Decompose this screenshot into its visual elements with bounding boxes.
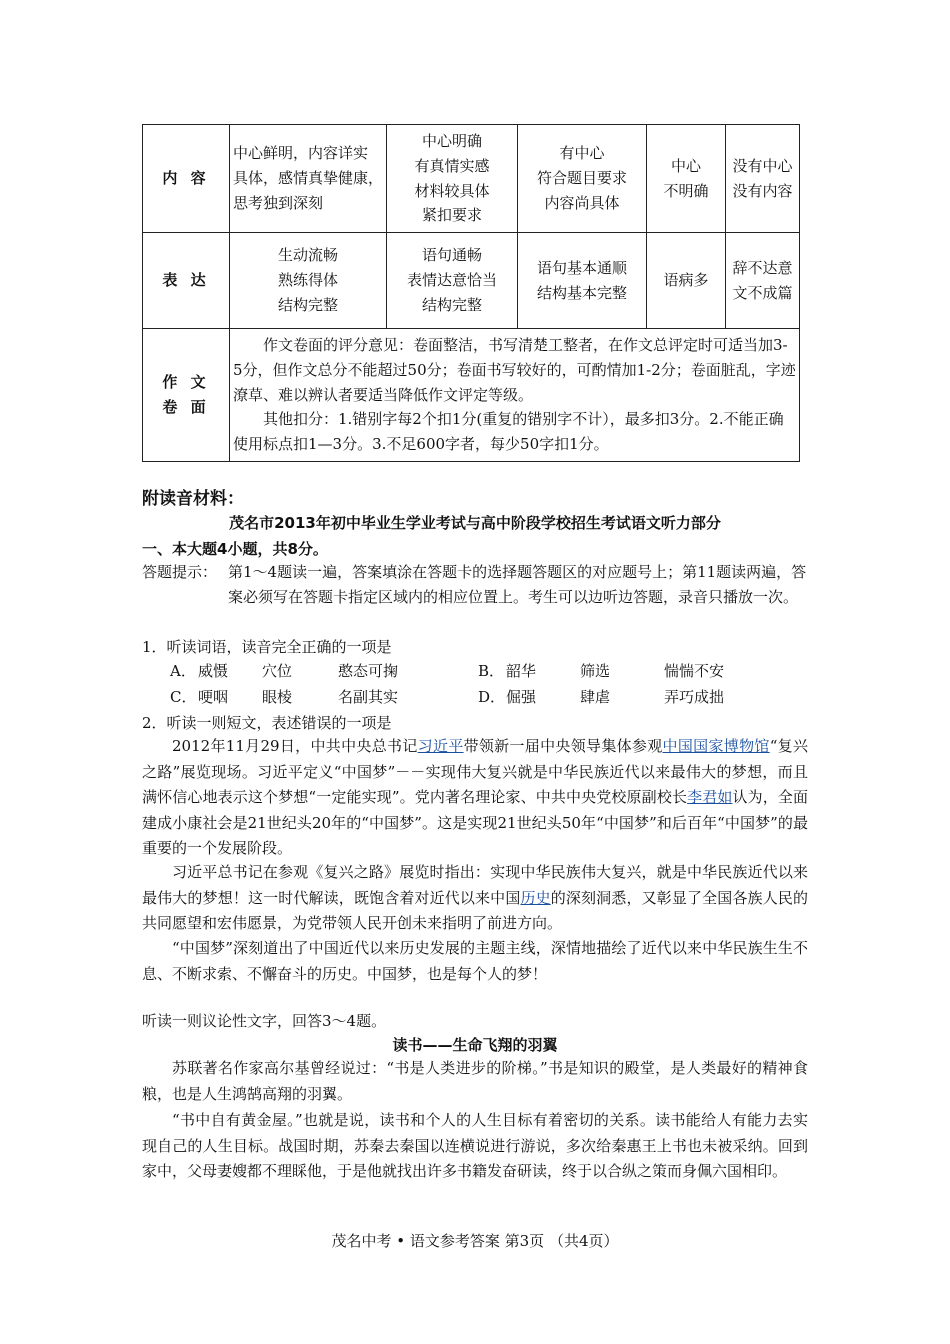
paper-note-2: 其他扣分：1.错别字每2个扣1分(重复的错别字不计），最多扣3分。2.不能正确使用标点扣1—3分。3.不足600字者，每少50字扣1分。 [233,410,784,453]
option-a-word: 憨态可掬 [338,662,399,680]
cell-line: 紧扣要求 [421,206,482,225]
passage-paragraph-1 [142,734,808,862]
grading-table [142,124,800,462]
option-b-word: 韶华 [506,662,537,680]
cell-line: 结构完整 [421,295,482,314]
answer-tips [142,560,808,610]
cell-line: 生动流畅 [277,246,338,265]
cell-line: 中心 [670,156,701,175]
question-2: 2．听读一则短文，表述错误的一项是 [142,714,392,732]
cell-line: 语句通畅 [421,246,482,265]
cell-line: 内容尚具体 [544,193,620,212]
expression-level-1 [230,233,387,329]
passage-paragraph-2 [142,860,808,937]
cell-line: 不明确 [663,181,709,200]
option-d-label: D． [478,688,506,706]
cell-line: 具体，感情真挚健康， [233,169,384,188]
essay-title: 读书——生命飞翔的羽翼 [392,1036,558,1054]
content-level-1 [230,125,387,233]
option-d-word: 肆虐 [580,688,611,706]
cell-line: 没有内容 [732,181,793,200]
cell-line: 卷 面 [162,397,210,416]
cell-line: 作 文 [162,373,210,392]
paper-notes [230,329,800,462]
cell-line: 没有中心 [732,156,793,175]
expression-level-2 [387,233,518,329]
cell-line: 熟练得体 [277,271,338,290]
cell-line: 结构完整 [277,295,338,314]
cell-line: 辞不达意 [732,258,793,277]
text-run: 的深刻洞悉，又彰显了全国各族人民的共同愿望和宏伟愿景，为党带领人民开创未来指明了前进方向。 [142,888,808,932]
content-level-5 [726,125,800,233]
row-header-paper [143,329,230,462]
text-run: 2012年11月29日，中共中央总书记 [172,737,418,755]
option-a-word: 威慑 [198,662,229,680]
option-d-word: 倔强 [506,688,537,706]
option-a-label: A． [170,662,196,680]
option-c-word: 名副其实 [338,688,399,706]
content-row [143,125,800,233]
part-title: 一、本大题4小题，共8分。 [142,540,328,558]
cell-line: 语句基本通顺 [536,258,627,277]
listen-instruction: 听读一则议论性文字，回答3～4题。 [142,1012,387,1030]
cell-line: 中心鲜明，内容详实 [233,144,369,163]
tips-label: 答题提示： [142,563,218,581]
expression-row [143,233,800,329]
text-run: “复兴之路”展览现场。习近平定义“中国梦”－－实现伟大复兴就是中华民族近代以来最伟大的梦想，而且满怀信心地表示这个梦想“一定能实现”。党内著名理论家、中共中央党校原副校长 [142,737,808,806]
content-level-3 [518,125,647,233]
exam-title: 茂名市2013年初中毕业生学业考试与高中阶段学校招生考试语文听力部分 [229,514,721,532]
link-national-museum[interactable]: 中国国家博物馆 [662,737,770,755]
link-history[interactable]: 历史 [520,888,551,907]
text-run: 认为，全面建成小康社会是21世纪头20年的“中国梦”。这是实现21世纪头50年“中国梦”和后百年“中国梦”的最重要的一个发展阶段。 [142,788,808,857]
link-li-junru[interactable]: 李君如 [687,788,733,806]
appendix-heading: 附读音材料： [142,489,244,509]
option-d-word: 弄巧成拙 [664,688,725,706]
option-c-word: 眼棱 [262,688,293,706]
cell-line: 符合题目要求 [536,169,627,188]
paper-note-1: 作文卷面的评分意见：卷面整洁，书写清楚工整者，在作文总评定时可适当加3-5分，但作文总分不能超过50分；卷面书写较好的，可酌情加1-2分；卷面脏乱，字迹潦草、难以辨认者要适当降低作文评定等级。 [233,336,796,404]
row-header-expression: 表 达 [143,233,230,329]
cell-line: 思考独到深刻 [233,193,324,212]
option-c-label: C． [170,688,197,706]
passage-paragraph-3: “中国梦”深刻道出了中国近代以来历史发展的主题主线，深情地描绘了近代以来中华民族生生不息、不断求索、不懈奋斗的历史。中国梦，也是每个人的梦！ [142,939,808,983]
expression-level-4 [647,233,726,329]
content-level-4 [647,125,726,233]
expression-level-3 [518,233,647,329]
option-b-label: B． [478,662,505,680]
essay-paragraph-2: “书中自有黄金屋。”也就是说，读书和个人的人生目标有着密切的关系。读书能给人有能力去实现自己的人生目标。战国时期，苏秦去秦国以连横说进行游说，多次给秦惠王上书也未被采纳。回到家中，父母妻嫂都不理睬他，于是他就找出许多书籍发奋研读，终于以合纵之策而身佩六国相印。 [142,1111,808,1180]
tips-body: 第1～4题读一遍，答案填涂在答题卡的选择题答题区的对应题号上；第11题读两遍，答案必须写在答题卡指定区域内的相应位置上。考生可以边听边答题，录音只播放一次。 [228,563,807,606]
cell-line: 有中心 [559,144,605,163]
link-xi-jinping[interactable]: 习近平 [417,737,464,755]
text-run: 带领新一届中央领导集体参观 [463,737,663,755]
cell-line: 表情达意恰当 [406,271,497,290]
content-level-2 [387,125,518,233]
paper-row [143,329,800,462]
option-c-word: 哽咽 [198,688,229,706]
cell-line: 中心明确 [421,132,482,150]
row-header-content: 内 容 [143,125,230,233]
cell-line: 有真情实感 [414,156,490,175]
text-run: 习近平总书记在参观《复兴之路》展览时指出：实现中华民族伟大复兴，就是中华民族近代以来最伟大的梦想！这一时代解读，既饱含着对近代以来中国 [142,863,808,907]
option-row-ab [170,660,770,684]
page-footer: 茂名中考 • 语文参考答案 第3页 （共4页） [331,1232,619,1250]
option-b-word: 筛选 [580,662,611,680]
cell-line: 语病多 [663,271,709,290]
cell-line: 文不成篇 [732,283,793,302]
cell-line: 结构基本完整 [536,283,627,302]
essay-paragraph-1: 苏联著名作家高尔基曾经说过：“书是人类进步的阶梯。”书是知识的殿堂，是人类最好的精神食粮，也是人生鸿鹄高翔的羽翼。 [142,1059,808,1103]
cell-line: 材料较具体 [414,181,490,200]
option-row-cd [170,686,770,710]
option-b-word: 惴惴不安 [664,662,725,680]
option-a-word: 穴位 [262,662,293,680]
expression-level-5 [726,233,800,329]
question-1: 1．听读词语，读音完全正确的一项是 [142,638,392,656]
